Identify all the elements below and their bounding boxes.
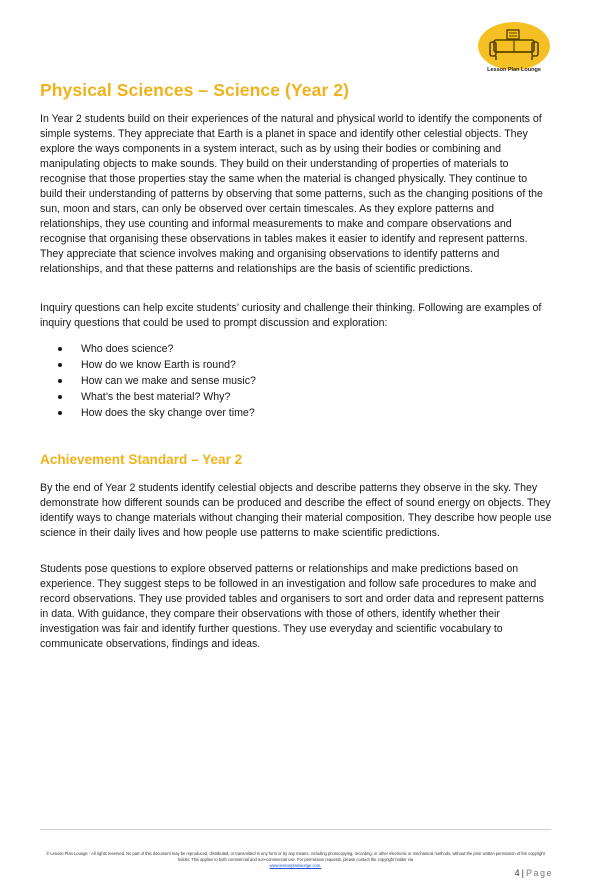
website-link[interactable]: www.lessonplanlounge.com. [269, 863, 322, 868]
achievement-paragraph: By the end of Year 2 students identify celestial objects and describe patterns they observe in the sky. They demonstrate how different sounds can be produced and describe the effect of sound energy on objects. They identify ways to change materials without changing their material composition. They describe how people use science in their daily lives and how people use patterns to make scientific predictions. [40, 482, 552, 539]
achievement-standard-heading: Achievement Standard – Year 2 [40, 452, 243, 467]
page-label: Page [525, 868, 553, 878]
page-number [515, 868, 553, 878]
list-item: How can we make and sense music? [58, 373, 256, 389]
page-number-value: 4 [514, 868, 520, 878]
bullet-icon [58, 395, 62, 399]
achievement-paragraph: Students pose questions to explore observed patterns or relationships and make predictions based on experience. They suggest steps to be followed in an investigation and follow safe procedures to make and record observations. They use provided tables and organisers to sort and order data and represent patterns in data. With guidance, they compare their observations with those of others, identify whether their investigation was fair and identify further questions. They use everyday and scientific vocabulary to communicate observations, findings and ideas. [40, 563, 544, 650]
inquiry-question-list [58, 341, 256, 421]
bullet-icon [58, 411, 62, 415]
footer-copyright [40, 851, 551, 869]
list-item: How do we know Earth is round? [58, 357, 256, 373]
page-separator: | [521, 868, 524, 878]
bullet-icon [58, 379, 62, 383]
copyright-text: © Lesson Plan Lounge - All rights reserved. No part of this document may be reproduced, distributed, or transmitted in any form or by any means, including photocopying, recording, or other electronic or mechanical methods, without the prior written permission of the copyright holder. This applies to both commercial and non-commercial use. For permission requests, please contact the copyright holder via [46, 851, 545, 862]
list-item: Who does science? [58, 341, 256, 357]
page-title: Physical Sciences – Science (Year 2) [40, 80, 350, 100]
intro-paragraph: In Year 2 students build on their experiences of the natural and physical world to identify the components of simple systems. They appreciate that Earth is a planet in space and identify other celestial objects. They explore the ways components in a system interact, such as by using their bodies or combining and manipulating objects to make sounds. They build on their understanding of properties of materials to recognise that those properties stay the same when the material is changed physically. They continue to build their understanding of patterns by observing that some patterns, such as the changing positions of the sun, moon and stars, can only be observed over certain timescales. As they explore patterns and relationships, they use counting and informal measurements to make and compare observations and recognise that organising these observations in tables makes it easier to identify and represent patterns. They appreciate that science involves making and organising observations to identify patterns and relationships, and that these patterns and relationships are the basis of scientific predictions. [40, 113, 543, 275]
footer-divider [40, 829, 551, 830]
list-item: What’s the best material? Why? [58, 389, 256, 405]
bullet-icon [58, 347, 62, 351]
bullet-icon [58, 363, 62, 367]
logo-caption: Lesson Plan Lounge [487, 67, 541, 73]
inquiry-intro-paragraph: Inquiry questions can help excite students’ curiosity and challenge their thinking. Following are examples of inquiry questions that could be used to prompt discussion and exploration: [40, 302, 542, 329]
list-item: How does the sky change over time? [58, 405, 256, 421]
